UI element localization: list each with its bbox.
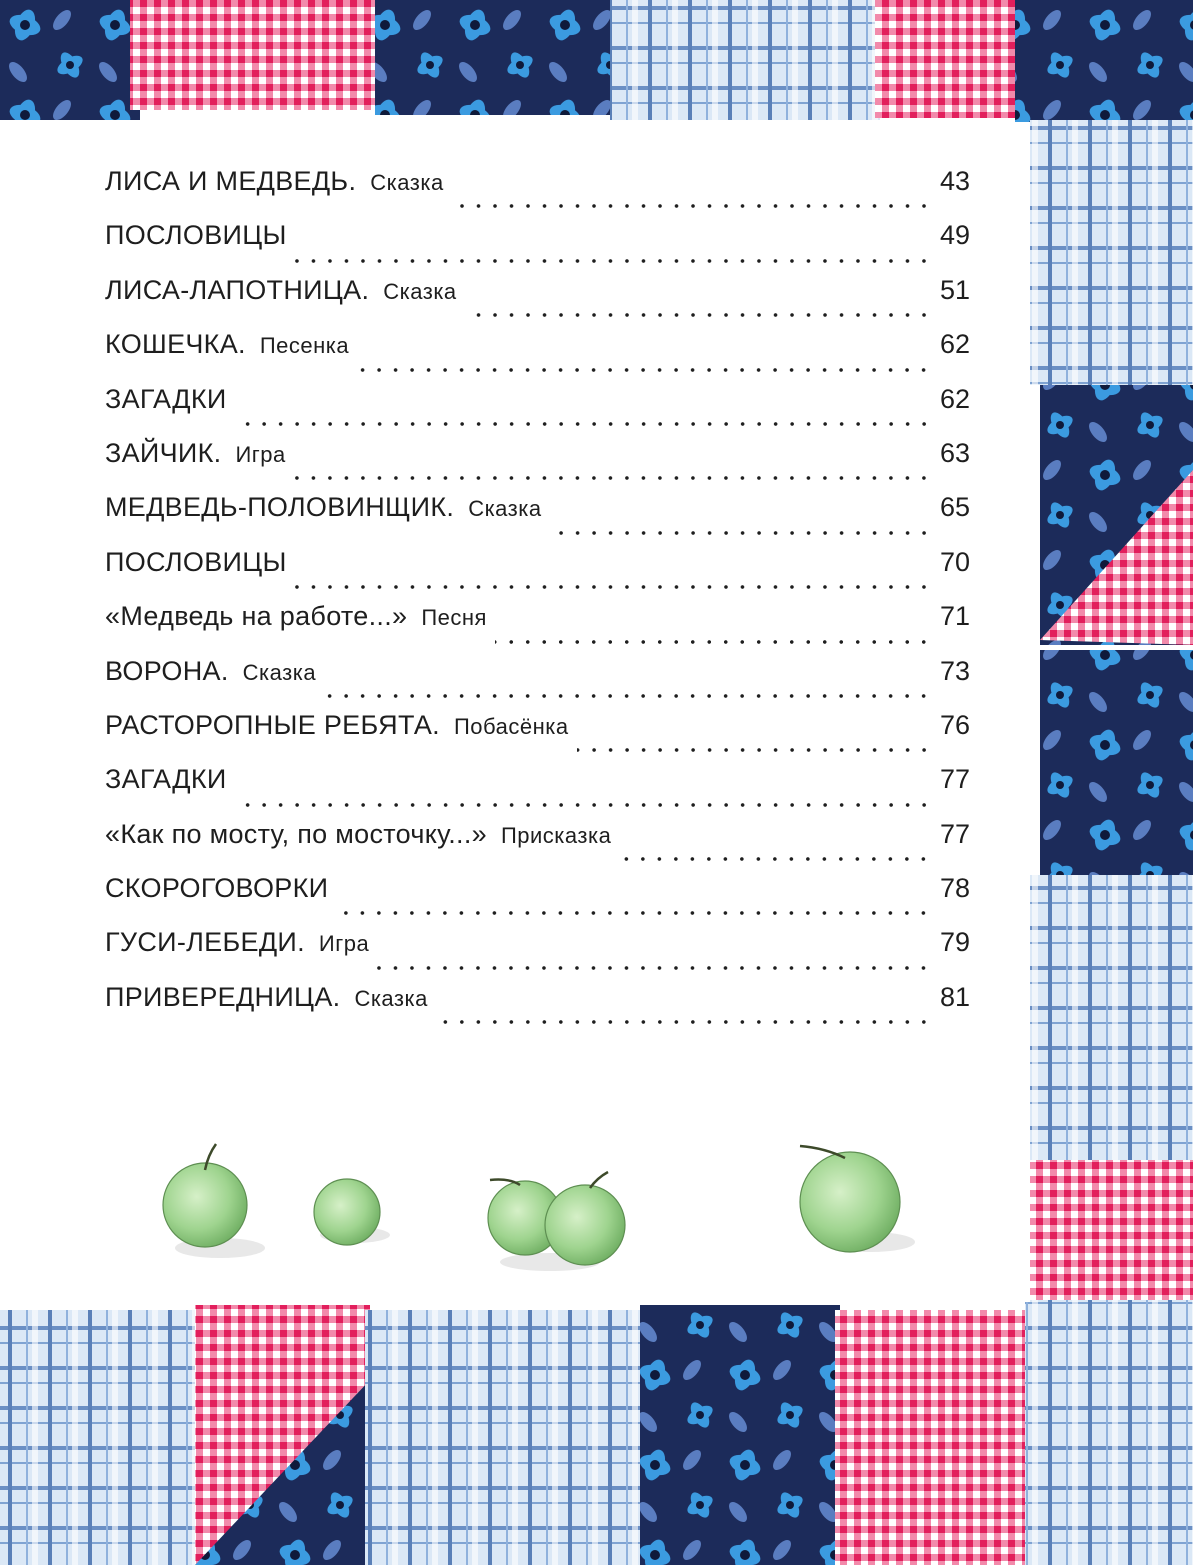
toc-entry bbox=[105, 710, 970, 764]
toc-title: ПОСЛОВИЦЫ bbox=[105, 220, 287, 251]
toc-entry bbox=[105, 873, 970, 927]
toc-leader-dots bbox=[294, 476, 932, 480]
toc-leader-dots bbox=[295, 259, 932, 263]
toc-page-number: 62 bbox=[939, 383, 970, 414]
toc-genre: Песенка bbox=[259, 333, 350, 359]
toc-title: СКОРОГОВОРКИ bbox=[105, 873, 329, 904]
toc-leader-dots bbox=[295, 585, 932, 589]
toc-entry bbox=[105, 384, 970, 438]
toc-page-number: 62 bbox=[939, 329, 970, 360]
green-apple-4 bbox=[545, 1172, 625, 1265]
toc-entry bbox=[105, 275, 970, 329]
toc-leader-dots bbox=[324, 694, 932, 698]
toc-title: «Медведь на работе...» bbox=[105, 601, 408, 632]
toc-title: ЗАЙЧИК. bbox=[105, 437, 222, 468]
toc-title: РАСТОРОПНЫЕ РЕБЯТА. bbox=[105, 709, 440, 740]
toc-leader-dots bbox=[336, 911, 932, 915]
toc-title: ЗАГАДКИ bbox=[105, 383, 227, 414]
toc-entry bbox=[105, 438, 970, 492]
toc-leader-dots bbox=[235, 422, 932, 426]
toc-page-number: 81 bbox=[939, 981, 970, 1012]
toc-entry bbox=[105, 601, 970, 655]
toc-entry bbox=[105, 819, 970, 873]
toc-leader-dots bbox=[452, 204, 932, 208]
toc-page-number: 79 bbox=[939, 927, 970, 958]
toc-genre: Игра bbox=[318, 931, 370, 957]
green-apple-5 bbox=[800, 1146, 915, 1252]
toc-title: ПОСЛОВИЦЫ bbox=[105, 546, 287, 577]
toc-entry bbox=[105, 764, 970, 818]
toc-title: КОШЕЧКА. bbox=[105, 329, 246, 360]
toc-leader-dots bbox=[235, 803, 932, 807]
toc-entry bbox=[105, 927, 970, 981]
toc-page-number: 49 bbox=[939, 220, 970, 251]
toc-entry bbox=[105, 166, 970, 220]
green-apple-1 bbox=[163, 1144, 265, 1258]
toc-page-number: 77 bbox=[939, 764, 970, 795]
toc-genre: Сказка bbox=[468, 496, 542, 522]
toc-page-number: 77 bbox=[939, 818, 970, 849]
toc-title: ВОРОНА. bbox=[105, 655, 229, 686]
toc-entry bbox=[105, 982, 970, 1036]
toc-page-number: 51 bbox=[939, 274, 970, 305]
toc-title: ЗАГАДКИ bbox=[105, 764, 227, 795]
toc-title: МЕДВЕДЬ-ПОЛОВИНЩИК. bbox=[105, 492, 455, 523]
toc-title: ГУСИ-ЛЕБЕДИ. bbox=[105, 927, 305, 958]
toc-entry bbox=[105, 329, 970, 383]
toc-page-number: 65 bbox=[939, 492, 970, 523]
toc-genre: Песня bbox=[421, 605, 487, 631]
toc-entry bbox=[105, 547, 970, 601]
toc-entry bbox=[105, 492, 970, 546]
toc-entry bbox=[105, 220, 970, 274]
toc-leader-dots bbox=[436, 1020, 932, 1024]
toc-leader-dots bbox=[577, 748, 932, 752]
toc-genre: Сказка bbox=[383, 278, 457, 304]
toc-genre: Сказка bbox=[242, 659, 317, 685]
toc-page-number: 63 bbox=[939, 437, 970, 468]
toc-leader-dots bbox=[550, 531, 932, 535]
toc-genre: Сказка bbox=[354, 985, 428, 1011]
green-apple-2 bbox=[314, 1179, 390, 1245]
toc-title: «Как по мосту, по мосточку...» bbox=[105, 818, 487, 849]
toc-genre: Присказка bbox=[500, 822, 612, 848]
toc-page-number: 70 bbox=[939, 546, 970, 577]
toc-title: ПРИВЕРЕДНИЦА. bbox=[105, 981, 341, 1012]
toc-genre: Игра bbox=[235, 441, 286, 467]
toc-leader-dots bbox=[377, 966, 932, 970]
toc-entry bbox=[105, 656, 970, 710]
toc-leader-dots bbox=[619, 857, 932, 861]
toc-page-number: 76 bbox=[939, 709, 970, 740]
toc-genre: Побасёнка bbox=[453, 713, 569, 739]
toc-page-number: 43 bbox=[939, 166, 970, 196]
apples-illustration bbox=[150, 1140, 930, 1280]
toc-leader-dots bbox=[357, 368, 932, 372]
toc-page-number: 78 bbox=[939, 873, 970, 904]
toc-leader-dots bbox=[495, 640, 932, 644]
toc-page-number: 71 bbox=[939, 601, 970, 632]
toc-page-number: 73 bbox=[939, 655, 970, 686]
toc-title: ЛИСА-ЛАПОТНИЦА. bbox=[105, 274, 370, 305]
toc-genre: Сказка bbox=[370, 170, 444, 195]
table-of-contents bbox=[105, 166, 970, 1036]
toc-title: ЛИСА И МЕДВЕДЬ. bbox=[105, 166, 357, 196]
toc-leader-dots bbox=[465, 313, 932, 317]
